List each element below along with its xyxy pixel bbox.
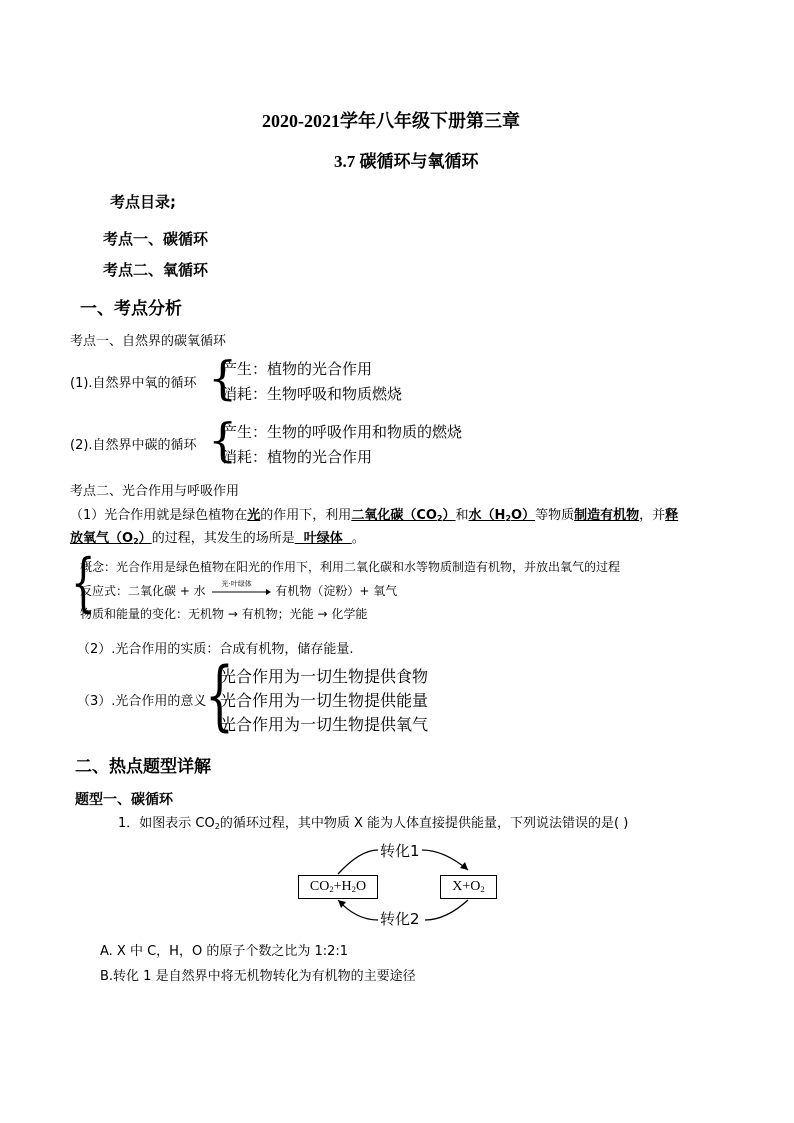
toc-item-2: 考点二、氧循环: [103, 261, 209, 279]
transformation-1-label: 转化1: [380, 842, 420, 860]
brace-icon: {: [205, 650, 235, 739]
photosynthesis-essence: （2）.光合作用的实质：合成有机物，储存能量.: [77, 642, 354, 657]
carbon-cycle-label: (2).自然界中碳的循环: [70, 438, 197, 453]
toc-item-1: 考点一、碳循环: [103, 230, 209, 248]
oxygen-cycle-label: (1).自然界中氧的循环: [70, 376, 197, 391]
option-b: B.转化 1 是自然界中将无机物转化为有机物的主要途径: [100, 969, 416, 984]
document-subtitle: 3.7 碳循环与氧循环: [334, 152, 479, 171]
photosynthesis-concept: 概念：光合作用是绿色植物在阳光的作用下，利用二氧化碳和水等物质制造有机物，并放出氧气的过程: [80, 560, 621, 574]
toc-heading: 考点目录;: [110, 193, 176, 211]
brace-icon: {: [208, 351, 238, 405]
reactant-box: $CO_2+H_2O$: [298, 875, 378, 899]
photosynthesis-meaning-label: （3）.光合作用的意义: [77, 694, 207, 709]
oxygen-consume: 消耗：生物呼吸和物质燃烧: [222, 385, 403, 403]
product-box: $X+O_2$: [440, 875, 497, 899]
formula-condition: 光·叶绿体: [221, 579, 252, 588]
transformation-2-label: 转化2: [380, 910, 420, 928]
brace-icon: {: [208, 413, 238, 467]
reaction-arrow-icon: [210, 586, 272, 598]
meaning-item-food: 光合作用为一切生物提供食物: [220, 667, 429, 686]
carbon-produce: 产生：生物的呼吸作用和物质的燃烧: [222, 423, 463, 441]
co2-cycle-diagram: [290, 838, 510, 938]
brace-icon: {: [71, 546, 96, 620]
photosynthesis-formula: 反应式：二氧化碳 + 水 光·叶绿体 有机物（淀粉）+ 氧气: [80, 579, 398, 598]
photosynthesis-definition: （1）光合作用就是绿色植物在光的作用下，利用二氧化碳$(CO_2)$和水$(H_2O)$等物质制造有机物，并释: [70, 508, 679, 523]
meaning-item-energy: 光合作用为一切生物提供能量: [220, 691, 429, 710]
oxygen-produce: 产生：植物的光合作用: [222, 360, 373, 378]
question-type-heading: 题型一、碳循环: [75, 792, 173, 808]
carbon-consume: 消耗：植物的光合作用: [222, 448, 373, 466]
section1-heading: 一、考点分析: [80, 299, 182, 319]
photosynthesis-definition-line2: 放氧气$(O_2)$的过程，其发生的场所是 叶绿体 。: [70, 531, 365, 546]
document-title: 2020-2021学年八年级下册第三章: [262, 111, 520, 131]
meaning-item-oxygen: 光合作用为一切生物提供氧气: [220, 715, 429, 734]
question-stem: 1．如图表示 $CO_2$的循环过程，其中物质 X 能为人体直接提供能量，下列说法错误的是( ): [118, 816, 629, 831]
point2-title: 考点二、光合作用与呼吸作用: [70, 484, 240, 499]
option-a: A. X 中 C，H，O 的原子个数之比为 1:2:1: [100, 944, 349, 959]
section2-heading: 二、热点题型详解: [75, 757, 211, 777]
photosynthesis-energy-change: 物质和能量的变化：无机物 → 有机物；光能 → 化学能: [80, 607, 368, 621]
point1-title: 考点一、自然界的碳氧循环: [70, 334, 227, 349]
